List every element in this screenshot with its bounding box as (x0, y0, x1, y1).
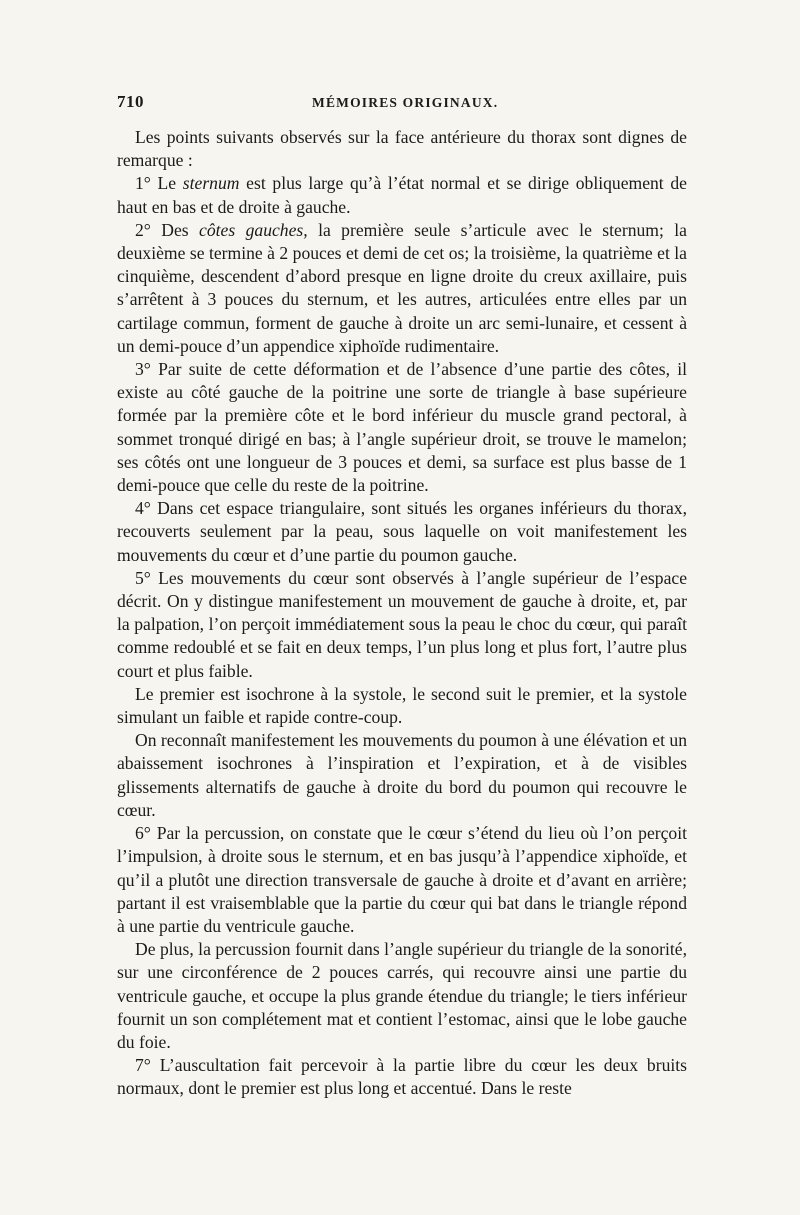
document-page (117, 92, 687, 1101)
paragraph-prefix: 1° Le (135, 173, 183, 194)
italic-term: sternum (182, 173, 240, 194)
paragraph (117, 219, 687, 358)
paragraph: Le premier est isochrone à la systole, le second suit le premier, et la systole simulant un faible et rapide contre-coup. (117, 683, 687, 728)
paragraph-text: est plus large qu’à l’état normal et se dirige obliquement de haut en bas et de droite à gauche. (117, 173, 687, 217)
paragraph: On reconnaît manifestement les mouvements du poumon à une élévation et un abaissement isochrones à l’inspiration et l’expiration, et à de visibles glissements alternatifs de gauche à droite du bord du poumon qui recouvre le cœur. (117, 730, 687, 820)
running-head: MÉMOIRES ORIGINAUX. (312, 95, 499, 110)
paragraph: 3° Par suite de cette déformation et de l’absence d’une partie des côtes, il existe au côté gauche de la poitrine une sorte de triangle à base supérieure formée par la première côte et le bord inférieur du muscle grand pectoral, à sommet tronqué dirigé en bas; à l’angle supérieur droit, se trouve le mamelon; ses côtés ont une longueur de 3 pouces et demi, sa surface est plus basse de 1 demi-pouce que celle du reste de la poitrine. (117, 359, 687, 496)
page-header (117, 92, 687, 126)
paragraph (117, 172, 687, 218)
paragraph: 6° Par la percussion, on constate que le cœur s’étend du lieu où l’on perçoit l’impulsion, à droite sous le sternum, et en bas jusqu’à l’appendice xiphoïde, et qu’il a plutôt une direction transversale de gauche à droite et d’avant en arrière; partant il est vraisemblable que la partie du cœur qui bat dans le triangle répond à une partie du ventricule gauche. (117, 823, 687, 936)
body-text (117, 126, 687, 1101)
paragraph-text: la première seule s’articule avec le sternum; la deuxième se termine à 2 pouces et demi de cet os; la troisième, la quatrième et la cinquième, descendent d’abord presque en ligne droite du creux axillaire, puis s’arrêtent à 3 pouces du sternum, et les autres, articulées entre elles par un cartilage commun, forment de gauche à droite un arc semi-lunaire, et cessent à un demi-pouce d’un appendice xiphoïde rudimentaire. (117, 219, 687, 356)
paragraph: De plus, la percussion fournit dans l’angle supérieur du triangle de la sonorité, sur une circonférence de 2 pouces carrés, qui recouvre ainsi une partie du ventricule gauche, et occupe la plus grande étendue du triangle; le tiers inférieur fournit un son complétement mat et contient l’estomac, ainsi que le lobe gauche du foie. (117, 939, 687, 1052)
paragraph: 7° L’auscultation fait percevoir à la partie libre du cœur les deux bruits normaux, dont le premier est plus long et accentué. Dans le reste (117, 1055, 687, 1099)
paragraph: 5° Les mouvements du cœur sont observés à l’angle supérieur de l’espace décrit. On y distingue manifestement un mouvement de gauche à droite, et, par la palpation, l’on perçoit immédiatement sous la peau le choc du cœur, qui paraît comme redoublé et se fait en deux temps, l’un plus long et plus fort, l’autre plus court et plus faible. (117, 567, 687, 681)
paragraph: Les points suivants observés sur la face antérieure du thorax sont dignes de remarque : (117, 127, 687, 171)
italic-term: côtes gauches, (199, 219, 308, 240)
paragraph: 4° Dans cet espace triangulaire, sont situés les organes inférieurs du thorax, recouverts seulement par la peau, sous laquelle on voit manifestement les mouvements du cœur et d’une partie du poumon gauche. (117, 498, 687, 565)
paragraph-prefix: 2° Des (135, 219, 200, 240)
page-number: 710 (117, 92, 144, 111)
